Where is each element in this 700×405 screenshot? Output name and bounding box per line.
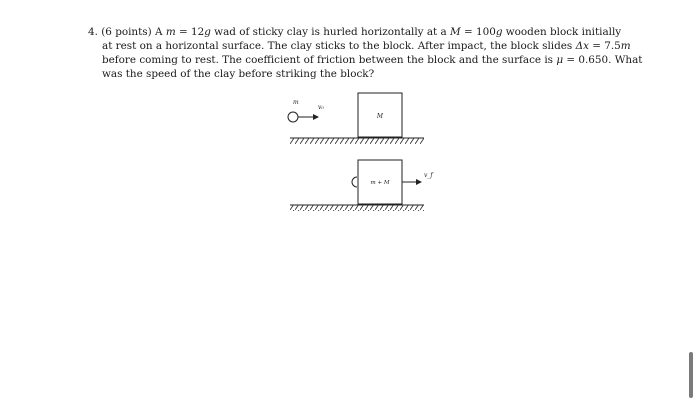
after-scene [290,160,434,211]
text-run: A [151,26,166,38]
text-run: wooden block initially [502,26,622,38]
ground-hatch [290,205,424,211]
final-velocity-label: v_f [424,172,433,179]
clay-label: m [293,99,299,106]
text-run: = 0.650. What [563,54,643,66]
clay-velocity-label: v₀ [318,104,324,111]
text-run: = 7.5 [588,40,621,52]
text-run: = 100 [460,26,496,38]
unit-g: g [204,26,211,38]
var-mu: μ [556,54,564,66]
ground-hatch [290,138,424,144]
text-run: wad of sticky clay is hurled horizontally at a [210,26,451,38]
var-dx: Δx [575,40,589,52]
unit-m: m [620,40,631,52]
stuck-clay [352,177,357,187]
unit-g: g [495,26,503,38]
text-run: = 12 [175,26,205,38]
before-scene [288,93,424,144]
problem-points: (6 points) [101,26,152,38]
var-m: m [165,26,176,38]
text-run: at rest on a horizontal surface. The clay sticks to the block. After impact, the block slides [102,40,576,52]
text-run: was the speed of the clay before striking the block? [102,68,375,80]
block-label: M [376,113,384,120]
var-M: M [450,26,461,38]
scrollbar-thumb[interactable] [689,352,693,398]
clay-ball [288,112,298,122]
problem-number: 4. [88,26,98,38]
combined-block-label: m + M [370,180,390,186]
text-run: before coming to rest. The coefficient of friction between the block and the surface is [102,54,557,66]
